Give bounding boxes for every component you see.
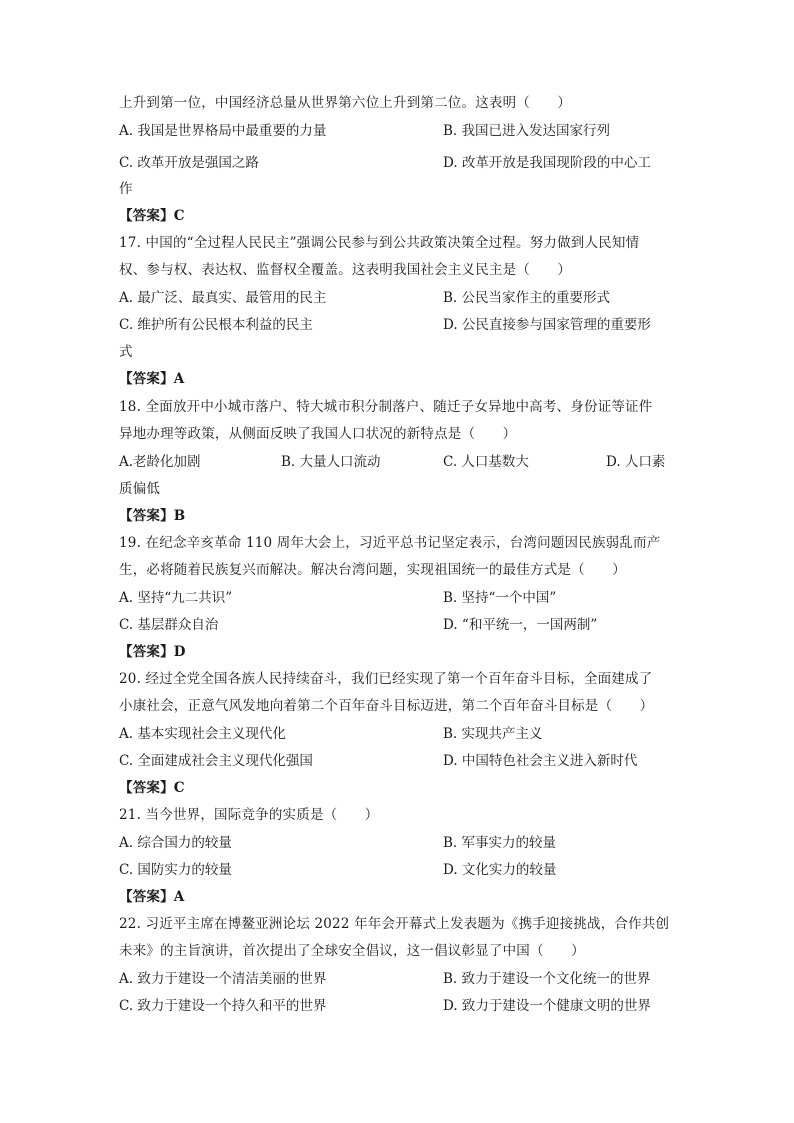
question-19-option-d: D. “和平统一，一国两制” (443, 617, 598, 633)
question-22-option-a: A. 致力于建设一个清洁美丽的世界 (119, 971, 327, 987)
question-18-stem-line-2: 异地办理等政策，从侧面反映了我国人口状况的新特点是（ ） (119, 426, 517, 442)
question-22-option-b: B. 致力于建设一个文化统一的世界 (443, 971, 651, 987)
question-18-stem-line-1: 18. 全面放开中小城市落户、特大城市积分制落户、随迁子女异地中高考、身份证等证件 (119, 399, 653, 415)
question-17-option-a: A. 最广泛、最真实、最管用的民主 (119, 290, 327, 306)
question-18-option-d: D. 人口素 (606, 454, 666, 470)
question-17-stem-line-2: 权、参与权、表达权、监督权全覆盖。这表明我国社会主义民主是（ ） (119, 262, 572, 278)
question-16-option-c: C. 改革开放是强国之路 (119, 155, 259, 171)
question-17-option-b: B. 公民当家作主的重要形式 (443, 290, 611, 306)
question-18-answer: 【答案】B (119, 508, 186, 524)
question-21-option-c: C. 国防实力的较量 (119, 862, 232, 878)
question-18-option-c: C. 人口基数大 (443, 454, 529, 470)
question-16-answer: 【答案】C (119, 208, 185, 224)
question-20-stem-line-2: 小康社会，正意气风发地向着第二个百年奋斗目标迈进，第二个百年奋斗目标是（ ） (119, 698, 654, 714)
question-22-option-d: D. 致力于建设一个健康文明的世界 (443, 998, 651, 1014)
question-18-option-d-wrap: 质偏低 (119, 481, 161, 497)
question-17-option-d-wrap: 式 (119, 344, 133, 360)
question-21-option-b: B. 军事实力的较量 (443, 835, 557, 851)
question-16-stem: 上升到第一位，中国经济总量从世界第六位上升到第二位。这表明（ ） (119, 95, 572, 111)
question-17-stem-line-1: 17. 中国的“全过程人民民主”强调公民参与到公共政策决策全过程。努力做到人民知情 (119, 235, 640, 251)
question-20-option-c: C. 全面建成社会主义现代化强国 (119, 753, 313, 769)
question-22-option-c: C. 致力于建设一个持久和平的世界 (119, 998, 327, 1014)
question-17-answer: 【答案】A (119, 371, 185, 387)
question-20-answer: 【答案】C (119, 780, 185, 796)
question-17-option-c: C. 维护所有公民根本利益的民主 (119, 317, 313, 333)
question-21-option-d: D. 文化实力的较量 (443, 862, 557, 878)
question-19-stem-line-1: 19. 在纪念辛亥革命 110 周年大会上，习近平总书记坚定表示，台湾问题因民族弱乱而产 (119, 535, 661, 551)
question-19-stem-line-2: 生，必将随着民族复兴而解决。解决台湾问题，实现祖国统一的最佳方式是（ ） (119, 562, 626, 578)
question-19-option-b: B. 坚持“一个中国” (443, 590, 557, 606)
question-22-stem-line-2: 未来》的主旨演讲，首次提出了全球安全倡议，这一倡议彰显了中国（ ） (119, 943, 585, 959)
question-20-option-d: D. 中国特色社会主义进入新时代 (443, 753, 638, 769)
question-20-option-b: B. 实现共产主义 (443, 726, 543, 742)
question-21-answer: 【答案】A (119, 889, 185, 905)
question-18-option-b: B. 大量人口流动 (281, 454, 381, 470)
question-21-option-a: A. 综合国力的较量 (119, 835, 232, 851)
question-16-option-a: A. 我国是世界格局中最重要的力量 (119, 123, 327, 139)
question-19-answer: 【答案】D (119, 644, 186, 660)
question-16-option-d: D. 改革开放是我国现阶段的中心工 (443, 155, 651, 171)
question-22-stem-line-1: 22. 习近平主席在博鳌亚洲论坛 2022 年年会开幕式上发表题为《携手迎接挑战，合作共创 (119, 916, 670, 932)
question-16-option-b: B. 我国已进入发达国家行列 (443, 123, 611, 139)
question-18-option-a: A.老龄化加剧 (119, 454, 201, 470)
question-20-stem-line-1: 20. 经过全党全国各族人民持续奋斗，我们已经实现了第一个百年奋斗目标，全面建成了 (119, 671, 653, 687)
question-19-option-c: C. 基层群众自治 (119, 617, 219, 633)
question-21-stem: 21. 当今世界，国际竞争的实质是（ ） (119, 807, 379, 823)
question-16-option-d-wrap: 作 (119, 181, 133, 197)
question-20-option-a: A. 基本实现社会主义现代化 (119, 726, 286, 742)
question-19-option-a: A. 坚持“九二共识” (119, 590, 233, 606)
question-17-option-d: D. 公民直接参与国家管理的重要形 (443, 317, 651, 333)
